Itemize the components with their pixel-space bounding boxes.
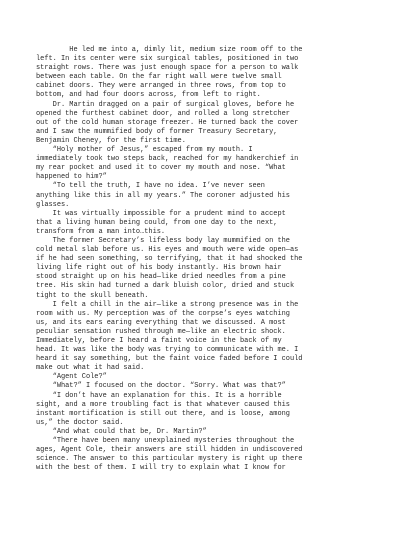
text-line: if he had seen something, so terrifying, that it had shocked the — [36, 255, 303, 264]
text-line: us,” the doctor said. — [36, 418, 124, 427]
text-line: cold metal slab before us. His eyes and mouth were wide open—as — [36, 246, 299, 255]
text-line: peculiar sensation rushed through me—like an electric shock. — [36, 327, 286, 336]
text-line: make out what it had said. — [36, 364, 145, 373]
text-line: It was virtually impossible for a prudent mind to accept — [36, 209, 286, 218]
text-line: The former Secretary’s lifeless body lay mummified on the — [36, 236, 290, 245]
text-line: cabinet doors. They were arranged in three rows, from top to — [36, 82, 286, 91]
text-line: bottom, and had four doors across, from left to right. — [36, 91, 261, 100]
text-line: tight to the skull beneath. — [36, 291, 149, 300]
text-line: straight rows. There was just enough space for a person to walk — [36, 64, 299, 73]
text-line: living life right out of his body instantly. His brown hair — [36, 264, 282, 273]
body-text — [36, 46, 384, 473]
text-line: He led me into a, dimly lit, medium size room off to the — [36, 46, 303, 54]
text-line: “And what could that be, Dr. Martin?” — [36, 427, 207, 436]
text-line: I felt a chill in the air—like a strong presence was in the — [36, 300, 299, 309]
text-line: with the best of them. I will try to explain what I know for — [36, 464, 286, 473]
text-line: “I don’t have an explanation for this. It is a horrible — [36, 391, 282, 400]
text-line: immediately took two steps back, reached for my handkerchief in — [36, 155, 299, 164]
text-line: and I saw the mummified body of former Treasury Secretary, — [36, 127, 278, 136]
text-line: Immediately, before I heard a faint voice in the back of my — [36, 337, 282, 345]
text-line: Dr. Martin dragged on a pair of surgical gloves, before he — [36, 100, 295, 109]
text-line: left. In its center were six surgical tables, positioned in two — [36, 55, 299, 64]
text-line: anything like this in all my years.” The coroner adjusted his — [36, 191, 290, 200]
text-line: “Holy mother of Jesus,” escaped from my mouth. I — [36, 146, 253, 155]
text-line: “To tell the truth, I have no idea. I’ve never seen — [36, 182, 265, 191]
text-line: “Agent Cole?” — [36, 373, 107, 382]
text-line: my rear pocket and used it to cover my mouth and nose. “What — [36, 164, 286, 173]
text-line: tree. His skin had turned a dark bluish color, dried and stuck — [36, 282, 295, 291]
text-line: ages, Agent Cole, their answers are still hidden in undiscovered — [36, 446, 303, 455]
text-line: transform from a man into…this. — [36, 227, 166, 236]
text-line: sight, and a more troubling fact is that whatever caused this — [36, 400, 290, 409]
text-line: heard it say something, but the faint voice faded before I could — [36, 355, 303, 364]
text-line: instant mortification is still out there, and is loose, among — [36, 409, 290, 418]
text-line: stood straight up on his head—like dried needles from a pine — [36, 273, 286, 282]
text-line: out of the cold human storage freezer. He turned back the cover — [36, 118, 299, 127]
text-line: happened to him?” — [36, 173, 107, 182]
text-line: between each table. On the far right wall were twelve small — [36, 73, 282, 82]
text-line: science. The answer to this particular mystery is right up there — [36, 455, 303, 464]
text-line: room with us. My perception was of the corpse’s eyes watching — [36, 309, 290, 318]
text-line: glasses. — [36, 200, 70, 209]
text-line: that a living human being could, from one day to the next, — [36, 218, 278, 227]
text-line: us, and its ears earing everything that we discussed. A most — [36, 318, 286, 327]
text-line: opened the furthest cabinet door, and rolled a long stretcher — [36, 109, 290, 118]
text-line: “There have been many unexplained mysteries throughout the — [36, 437, 295, 446]
text-line: Benjamin Cheney, for the first time. — [36, 136, 186, 145]
text-line: “What?” I focused on the doctor. “Sorry. What was that?” — [36, 382, 286, 391]
text-line: head. It was like the body was trying to communicate with me. I — [36, 346, 299, 355]
